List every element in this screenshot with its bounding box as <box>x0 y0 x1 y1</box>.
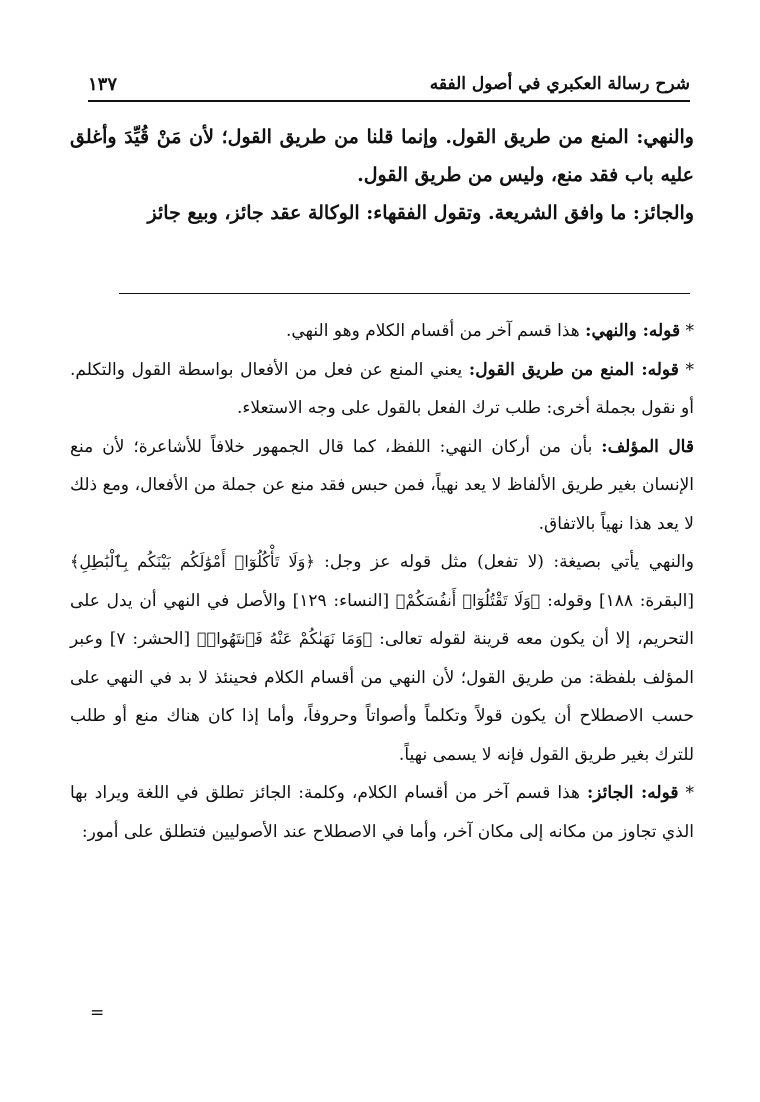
verse-reference: [النساء: ١٢٩] <box>292 590 396 611</box>
note-text: يعني المنع عن فعل من الأفعال بواسطة القول والتكلم. أو نقول بجملة أخرى: طلب ترك الفعل بالقول على وجه الاستعلاء. <box>70 359 694 418</box>
main-paragraph-prohibition: والنهي: المنع من طريق القول. وإنما قلنا من طريق القول؛ لأن مَنْ قُيِّدَ وأغلق عليه باب فقد منع، وليس من طريق القول. <box>70 126 694 186</box>
note-text: والأصل في النهي أن يدل على التحريم، إلا أن يكون معه قرينة لقوله تعالى: <box>70 590 694 649</box>
note-lead: قال المؤلف: <box>601 436 694 457</box>
note-prohibition-form <box>70 543 694 774</box>
note-text: وعبر المؤلف بلفظة: من طريق القول؛ لأن النهي من أقسام الكلام فحينئذ لا بد في النهي على حسب الاصطلاح أن يكون قولاً وتكلماً وأصواتاً وحروفاً، وأما إذا كان هناك منع أو طلب للترك بغير طريق القول فإنه لا يسمى نهياً. <box>70 629 694 765</box>
note-prevention-by-speech <box>70 351 694 428</box>
note-prohibition <box>70 312 694 351</box>
note-author-says <box>70 428 694 544</box>
note-text: هذا قسم آخر من أقسام الكلام وهو النهي. <box>285 321 586 341</box>
quran-verse: ﴿وَمَا نَهَىٰكُمْ عَنْهُ فَٱنتَهُوا۟﴾ <box>197 629 373 648</box>
main-text <box>70 118 694 232</box>
note-star: * <box>678 783 695 803</box>
quran-verse: ﴿وَلَا تَأْكُلُوٓا۟ أَمْوَٰلَكُم بَيْنَكُم بِٱلْبَٰطِلِ﴾ <box>70 552 315 571</box>
commentary <box>70 312 694 851</box>
note-text: هذا قسم آخر من أقسام الكلام، وكلمة: الجائز تطلق في اللغة ويراد بها الذي تجاوز من مكانه إلى مكان آخر، وأما في الاصطلاح عند الأصوليين فتطلق على أمور: <box>70 783 694 842</box>
continuation-mark: = <box>90 1003 105 1023</box>
note-star: * <box>678 359 694 380</box>
note-permissible <box>70 774 694 851</box>
quran-verse: ﴿وَلَا تَقْتُلُوٓا۟ أَنفُسَكُمْ﴾ <box>395 590 541 610</box>
running-header <box>88 74 690 102</box>
main-paragraph-permissible: والجائز: ما وافق الشريعة. وتقول الفقهاء: الوكالة عقد جائز، وبيع جائز <box>147 202 694 224</box>
verse-reference: [الحشر: ٧] <box>109 629 197 649</box>
verse-reference: [البقرة: ١٨٨] <box>598 590 694 611</box>
note-star: * <box>680 321 694 341</box>
footnote-separator <box>119 293 690 294</box>
book-title: شرح رسالة العكبري في أصول الفقه <box>429 74 690 94</box>
note-lead: قوله: والنهي: <box>585 321 681 341</box>
note-lead: قوله: المنع من طريق القول: <box>468 359 679 380</box>
page-number: ١٣٧ <box>88 74 118 95</box>
note-text: بأن من أركان النهي: اللفظ، كما قال الجمهور خلافاً للأشاعرة؛ لأن منع الإنسان بغير طريق الألفاظ لا يعد نهياً، فمن حبس فقد منع عن جملة من الأفعال، ومع ذلك لا يعد هذا نهياً بالاتفاق. <box>70 436 694 534</box>
note-lead: قوله: الجائز: <box>587 783 679 803</box>
note-text: والنهي يأتي بصيغة: (لا تفعل) مثل قوله عز وجل: <box>314 552 694 572</box>
note-text: وقوله: <box>540 590 599 611</box>
